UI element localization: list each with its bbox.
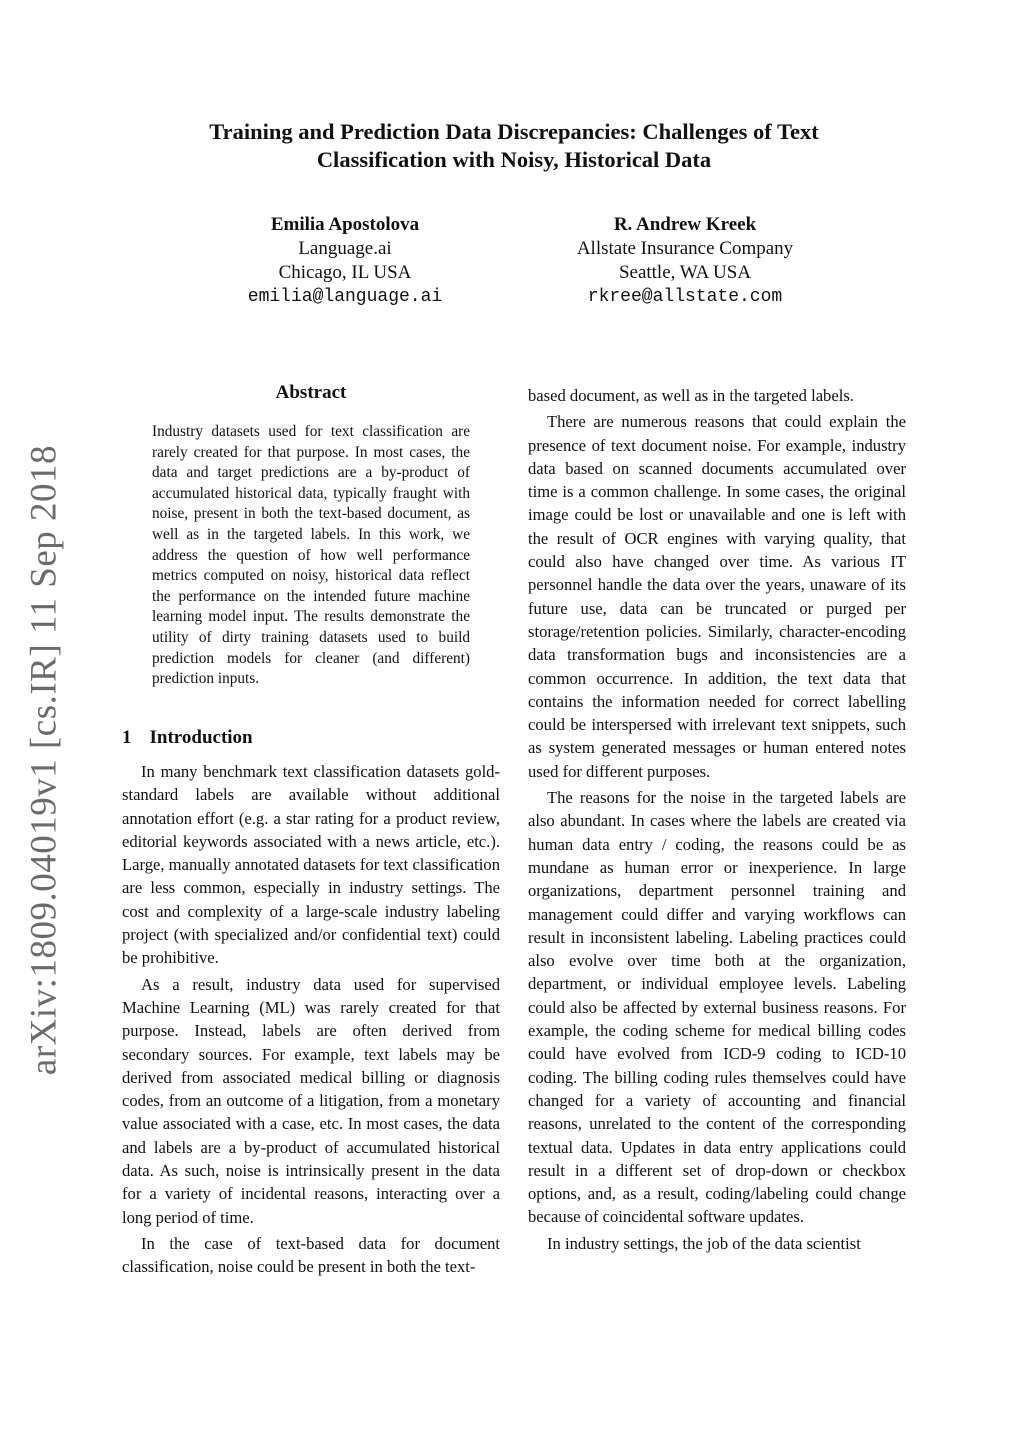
section-heading <box>122 727 253 749</box>
author-email[interactable]: rkree@allstate.com <box>587 287 783 307</box>
abstract-heading: Abstract <box>275 382 347 403</box>
paragraph: The reasons for the noise in the targeted labels are also abundant. In cases where the labels are created via human data entry / coding, the reasons could be as mundane as human error or inexperience. In large organizations, department personnel training and management could differ and varying workflows can result in inconsistent labeling. Labeling practices could also evolve over time both at the organization, department, or individual employee levels. Labeling could also be affected by external business reasons. For example, the coding scheme for medical billing codes could have evolved from ICD-9 coding to ICD-10 coding. The billing coding rules themselves could have changed for a variety of accounting and financial reasons, unrelated to the content of the corresponding textual data. Updates in data entry applications could result in a different set of drop-down or checkbox options, and, as a result, coding/labeling could change because of coincidental software updates. <box>528 788 906 1227</box>
abstract-text: Industry datasets used for text classification are rarely created for that purpose. In most cases, the data and target predictions are a by-product of accumulated historical data, typically fraught with noise, present in both the text-based document, as well as in the targeted labels. In this work, we address the question of how well performance metrics computed on noisy, historical data reflect the performance on the intended future machine learning model input. The results demonstrate the utility of dirty training datasets used to build prediction models for cleaner (and different) prediction inputs. <box>152 423 470 688</box>
paragraph: As a result, industry data used for supervised Machine Learning (ML) was rarely created for that purpose. Instead, labels are often derived from secondary sources. For example, text labels may be derived from associated medical billing or diagnosis codes, from an outcome of a litigation, from a monetary value associated with a case, etc. In most cases, the data and labels are a by-product of accumulated historical data. As such, noise is intrinsically present in the data for a variety of incidental reasons, interacting over a long period of time. <box>122 974 500 1227</box>
right-column-body <box>528 384 906 1258</box>
paragraph: In many benchmark text classification datasets gold-standard labels are available without additional annotation effort (e.g. a star rating for a product review, editorial keywords associated with a news article, etc.). Large, manually annotated datasets for text classification are less common, especially in industry settings. The cost and complexity of a large-scale industry labeling project (with specialized and/or confidential text) could be prohibitive. <box>122 762 500 968</box>
paper-title: Training and Prediction Data Discrepancies: Challenges of Text Classification with Noisy, Historical Data <box>209 119 819 172</box>
section-number: 1 <box>122 727 132 748</box>
author-email[interactable]: emilia@language.ai <box>247 287 443 307</box>
author-location: Seattle, WA USA <box>618 262 752 283</box>
paragraph: based document, as well as in the targeted labels. <box>528 386 854 405</box>
left-column-body <box>122 760 500 1282</box>
author-block-2 <box>535 213 835 309</box>
author-affiliation: Language.ai <box>298 238 392 259</box>
paragraph: There are numerous reasons that could explain the presence of text document noise. For example, industry data based on scanned documents accumulated over time is a common challenge. In some cases, the original image could be lost or unavailable and one is left with the result of OCR engines with varying quality, that could also have changed over time. As various IT personnel handle the data over the years, unaware of its future use, data can be truncated or purged per storage/retention policies. Similarly, character-encoding data transformation bugs and inconsistencies are a common occurrence. In addition, the text data that contains the information needed for correct labelling could be interspersed with irrelevant text snippets, such as system generated messages or human entered notes used for different purposes. <box>528 412 906 781</box>
paragraph: In the case of text-based data for document classification, noise could be present in both the text- <box>122 1233 500 1277</box>
author-name: R. Andrew Kreek <box>613 214 757 235</box>
paragraph: In industry settings, the job of the data scientist <box>547 1233 861 1253</box>
author-name: Emilia Apostolova <box>270 214 420 235</box>
author-block-1 <box>195 213 495 309</box>
arxiv-identifier: arXiv:1809.04019v1 [cs.IR] 11 Sep 2018 <box>23 444 65 1076</box>
author-location: Chicago, IL USA <box>278 262 412 283</box>
author-affiliation: Allstate Insurance Company <box>576 238 794 259</box>
section-title: Introduction <box>149 727 253 748</box>
